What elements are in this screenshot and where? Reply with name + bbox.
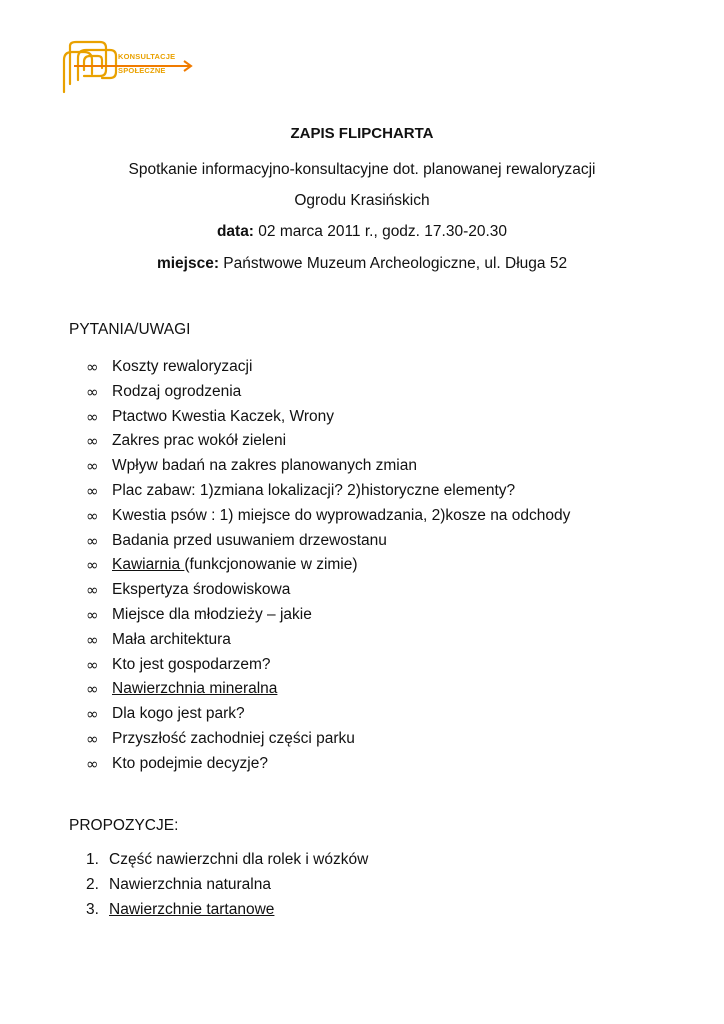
meeting-subtitle-line2: Ogrodu Krasińskich <box>294 192 430 209</box>
list-item-text: Ekspertyza środowiskowa <box>112 581 291 599</box>
underlined-term: Kawiarnia <box>112 556 185 574</box>
logo-text-line1: KONSULTACJE <box>118 52 176 61</box>
bullet-icon: ∞ <box>86 481 99 500</box>
bullet-icon: ∞ <box>86 457 99 476</box>
bullet-icon: ∞ <box>86 655 99 674</box>
place-label: miejsce: <box>156 255 219 272</box>
document-title: ZAPIS FLIPCHARTA <box>290 125 434 142</box>
list-item-text: Kto jest gospodarzem? <box>112 655 271 673</box>
bullet-icon: ∞ <box>86 432 99 451</box>
bullet-icon: ∞ <box>86 581 99 600</box>
list-item <box>86 555 570 580</box>
list-item-text <box>112 555 358 575</box>
list-item-number: 2. <box>86 875 99 893</box>
list-item-text: Wpływ badań na zakres planowanych zmian <box>112 457 417 475</box>
list-item-text <box>112 679 277 699</box>
underlined-term: Nawierzchnia mineralna <box>112 680 278 698</box>
proposals-heading: PROPOZYCJE: <box>69 817 179 834</box>
list-item <box>86 875 368 900</box>
list-item-text: Kto podejmie decyzje? <box>112 754 268 772</box>
list-item <box>86 704 570 729</box>
list-item <box>86 900 368 925</box>
list-item-text: Przyszłość zachodniej części parku <box>112 729 355 747</box>
list-item-text: Kwestia psów : 1) miejsce do wyprowadzania, 2)kosze na odchody <box>112 506 571 524</box>
list-item <box>86 729 570 754</box>
list-item <box>86 456 570 481</box>
list-item-number: 1. <box>86 851 99 868</box>
bullet-icon: ∞ <box>86 680 99 699</box>
list-item <box>86 357 570 382</box>
list-item-text: Koszty rewaloryzacji <box>112 358 253 375</box>
bullet-icon: ∞ <box>86 506 99 525</box>
list-item-text: Plac zabaw: 1)zmiana lokalizacji? 2)historyczne elementy? <box>112 481 516 499</box>
logo-text-line2: SPOŁECZNE <box>118 66 166 75</box>
list-item <box>86 407 570 432</box>
bullet-icon: ∞ <box>86 407 99 426</box>
bullet-icon: ∞ <box>86 754 99 773</box>
list-item-text: Ptactwo Kwestia Kaczek, Wrony <box>112 407 334 425</box>
underlined-term: Nawierzchnie tartanowe <box>109 900 275 918</box>
bullet-icon: ∞ <box>86 729 99 748</box>
meeting-subtitle-line1: Spotkanie informacyjno-konsultacyjne dot. planowanej rewaloryzacji <box>128 161 596 178</box>
bullet-icon: ∞ <box>86 556 99 575</box>
questions-heading: PYTANIA/UWAGI <box>69 321 191 338</box>
list-item <box>86 382 570 407</box>
list-item-text: Rodzaj ogrodzenia <box>112 382 242 400</box>
list-item-text: Miejsce dla młodzieży – jakie <box>112 605 312 623</box>
list-item <box>86 605 570 630</box>
list-item-number: 3. <box>86 900 99 918</box>
list-item-text: Badania przed usuwaniem drzewostanu <box>112 531 387 549</box>
list-item <box>86 630 570 655</box>
list-item <box>86 481 570 506</box>
list-item <box>86 531 570 556</box>
list-item-text: Część nawierzchni dla rolek i wózków <box>109 851 369 868</box>
bullet-icon: ∞ <box>86 531 99 550</box>
list-item-text: Mała architektura <box>112 630 231 648</box>
list-item <box>86 850 368 875</box>
bullet-icon: ∞ <box>86 358 99 376</box>
list-item <box>86 754 570 779</box>
list-item <box>86 431 570 456</box>
date-label: data: <box>216 223 254 240</box>
date-value: 02 marca 2011 r., godz. 17.30-20.30 <box>253 223 508 240</box>
list-item-text: Zakres prac wokół zieleni <box>112 432 287 450</box>
proposals-list <box>86 850 368 924</box>
meeting-date <box>0 224 724 240</box>
place-value: Państwowe Muzeum Archeologiczne, ul. Długa 52 <box>218 255 568 272</box>
list-item <box>86 506 570 531</box>
list-item-text: Nawierzchnia naturalna <box>109 875 271 893</box>
list-item-text: Dla kogo jest park? <box>112 705 245 723</box>
bullet-icon: ∞ <box>86 630 99 649</box>
list-item <box>86 655 570 680</box>
list-item <box>86 580 570 605</box>
meeting-place <box>0 256 724 272</box>
bullet-icon: ∞ <box>86 605 99 624</box>
questions-list <box>86 357 570 779</box>
list-item <box>86 679 570 704</box>
bullet-icon: ∞ <box>86 705 99 724</box>
bullet-icon: ∞ <box>86 382 99 401</box>
list-item-rest: (funkcjonowanie w zimie) <box>184 556 358 574</box>
